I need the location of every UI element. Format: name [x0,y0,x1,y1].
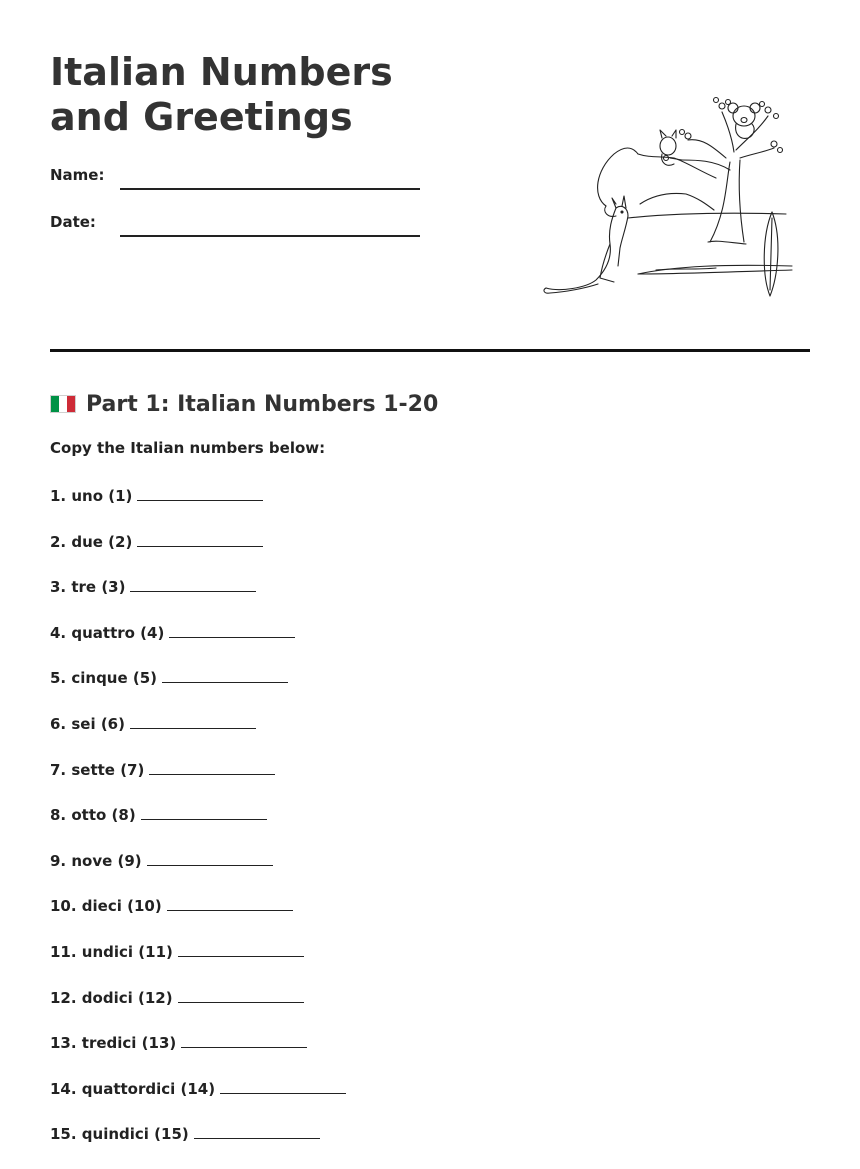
part1-heading [50,389,438,419]
date-line[interactable] [120,235,420,237]
list-item [50,987,346,1033]
answer-blank[interactable] [141,805,267,820]
item-text: 9. nove (9) [50,851,142,870]
answer-blank[interactable] [181,1033,307,1048]
flag-green-stripe [51,396,59,412]
item-text: 6. sei (6) [50,714,125,733]
answer-blank[interactable] [130,714,256,729]
answer-blank[interactable] [147,851,273,866]
list-item [50,804,346,850]
answer-blank[interactable] [162,668,288,683]
item-text: 10. dieci (10) [50,897,162,916]
item-text: 3. tre (3) [50,578,126,597]
item-text: 2. due (2) [50,532,133,551]
item-text: 1. uno (1) [50,487,133,505]
list-item [50,1032,346,1078]
italian-flag-icon [50,395,76,413]
kangaroo-koala-tree-illustration [536,88,802,304]
list-item [50,1078,346,1124]
list-item [50,576,346,622]
answer-blank[interactable] [137,532,263,547]
list-item [50,850,346,896]
answer-blank[interactable] [194,1124,320,1139]
item-text: 8. otto (8) [50,806,136,825]
item-text: 4. quattro (4) [50,623,165,642]
name-field [50,166,430,190]
name-label: Name: [50,166,105,184]
list-item [50,713,346,759]
answer-blank[interactable] [149,760,275,775]
flag-white-stripe [59,396,67,412]
answer-blank[interactable] [220,1079,346,1094]
answer-blank[interactable] [169,623,295,638]
instructions: Copy the Italian numbers below: [50,439,326,457]
section-divider [50,349,810,352]
answer-blank[interactable] [130,577,256,592]
number-list [50,485,346,1169]
list-item [50,622,346,668]
answer-blank[interactable] [178,988,304,1003]
list-item [50,1123,346,1169]
item-text: 15. quindici (15) [50,1125,189,1144]
date-label: Date: [50,213,96,231]
item-text: 14. quattordici (14) [50,1079,216,1098]
list-item [50,941,346,987]
list-item [50,759,346,805]
answer-blank[interactable] [178,942,304,957]
date-field [50,213,430,237]
name-line[interactable] [120,188,420,190]
item-text: 12. dodici (12) [50,988,173,1007]
list-item [50,531,346,577]
answer-blank[interactable] [137,486,263,501]
answer-blank[interactable] [167,896,293,911]
part1-heading-text: Part 1: Italian Numbers 1-20 [86,391,439,417]
item-text: 7. sette (7) [50,760,145,779]
item-text: 11. undici (11) [50,942,173,961]
item-text: 13. tredici (13) [50,1034,177,1053]
item-text: 5. cinque (5) [50,669,158,688]
list-item [50,895,346,941]
flag-red-stripe [67,396,75,412]
page-title: Italian Numbers and Greetings [50,50,393,139]
list-item [50,485,346,531]
list-item [50,667,346,713]
